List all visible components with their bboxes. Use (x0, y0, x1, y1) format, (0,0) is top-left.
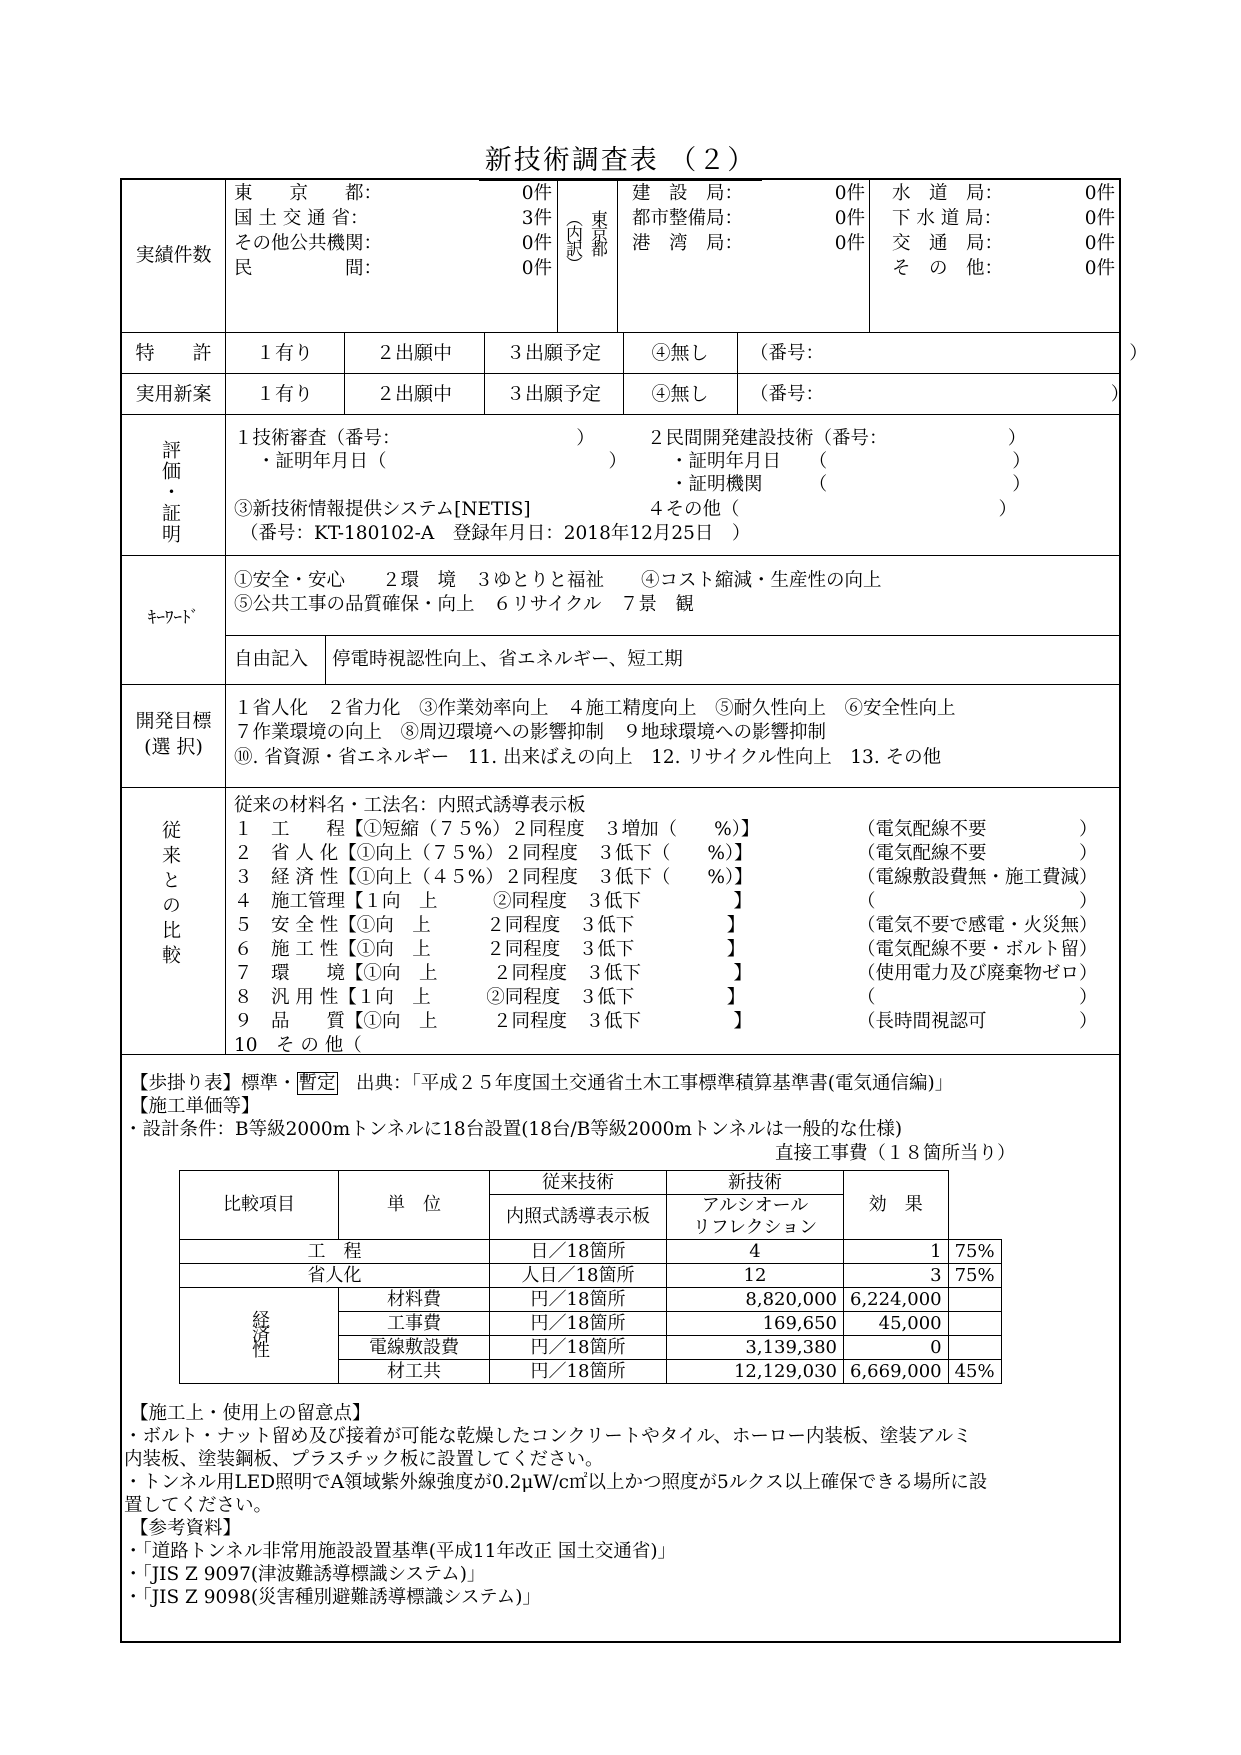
hikaku-row: ８ 汎 用 性【１向 上 ②同程度 ３低下 】 (234, 987, 746, 1008)
hikaku-row: ４ 施工管理【１向 上 ②同程度 ３低下 】 (234, 891, 753, 912)
design-condition: ・設計条件：B等級2000mトンネルに18台設置(18台/B等級2000mトンネルは一般的な仕様) (124, 1119, 903, 1140)
kaihatsu-line1: １省人化 ２省力化 ③作業効率向上 ４施工精度向上 ⑤耐久性向上 ⑥安全性向上 (234, 698, 956, 719)
kaihatsu-line2: ７作業環境の向上 ⑧周辺環境への影響抑制 ９地球環境への影響抑制 (234, 722, 827, 743)
ryuiten-line1: ・ボルト・ナット留め及び接着が可能な乾燥したコンクリートやタイル、ホーロー内装板、塗装アルミ (124, 1426, 972, 1447)
cell-eff (948, 1288, 1001, 1312)
cell-item: 材料費 (339, 1288, 490, 1312)
jisseki-right-count: 0件 (1084, 258, 1115, 279)
jisseki-mid-name: 都市整備局： (632, 208, 744, 229)
hikaku-row-note: （電気配線不要 ） (857, 819, 1098, 840)
jisseki-right-count: 0件 (1084, 208, 1115, 229)
hikaku-row-note: （電気不要で感電・火災無） (857, 915, 1098, 936)
jitsuyo-opt4: ④無し (651, 383, 709, 405)
sanko-3: ・「JIS Z 9098(災害種別避難誘導標識システム)」 (124, 1587, 541, 1608)
jitsuyo-opt2: ２出願中 (375, 383, 452, 405)
cell-new: 3 (844, 1264, 949, 1288)
cell-old: 4 (667, 1240, 844, 1264)
ryuiten-line2: 内装板、塗装鋼板、プラスチック板に設置してください。 (124, 1449, 604, 1470)
hikaku-row: ９ 品 質【①向 上 ２同程度 ３低下 】 (234, 1011, 753, 1032)
th-effect: 効 果 (844, 1171, 949, 1240)
jitsuyo-opt1: １有り (255, 383, 313, 405)
cell-eff: 45% (948, 1360, 1001, 1384)
cell-new: 1 (844, 1240, 949, 1264)
hikaku-row-note: （電気配線不要 ） (857, 843, 1098, 864)
cell-item: 工 程 (180, 1240, 490, 1264)
cell-eff (948, 1312, 1001, 1336)
cell-eff: 75% (948, 1240, 1001, 1264)
jisseki-left-count: 0件 (521, 258, 552, 279)
hyoka-line2a: ・証明年月日（ ） (257, 451, 628, 472)
cell-item: 材工共 (339, 1360, 490, 1384)
hikaku-row-note: （電線敷設費無・施工費減） (857, 867, 1098, 888)
kaihatsu-label: 開発目標 (135, 710, 212, 732)
tokkyo-label: 特 許 (135, 342, 212, 364)
th-new-name-2: リフレクション (692, 1217, 818, 1238)
hikaku-header: 従来の材料名・工法名：内照式誘導表示板 (234, 795, 586, 816)
jitsuyo-label: 実用新案 (135, 383, 212, 405)
ayugake-label: 【歩掛り表】標準・ (130, 1073, 297, 1094)
th-new-name (667, 1195, 844, 1240)
jisseki-left-count: 0件 (521, 183, 552, 204)
cell-eff: 75% (948, 1264, 1001, 1288)
jisseki-left-name: 民 間： (234, 258, 383, 279)
ayugake-source: 出典：「平成２５年度国土交通省土木工事標準積算基準書(電気通信編)」 (337, 1073, 954, 1094)
kaihatsu-select-label: (選 択) (144, 736, 203, 758)
jisseki-mid-name: 建 設 局： (632, 183, 744, 204)
hikaku-row: ５ 安 全 性【①向 上 ２同程度 ３低下 】 (234, 915, 746, 936)
hyoka-line3b: ・証明機関 （ ） (670, 474, 1031, 495)
hikaku-label: 従来との比較 (159, 820, 181, 970)
keyword-line2: ⑤公共工事の品質確保・向上 ６リサイクル ７景 観 (234, 594, 694, 615)
cell-old: 12 (667, 1264, 844, 1288)
jisseki-left-count: 0件 (521, 233, 552, 254)
sanko-heading: 【参考資料】 (130, 1518, 242, 1539)
hyoka-line4b: ４その他（ ） (647, 499, 1018, 520)
cell-new: 45,000 (844, 1312, 949, 1336)
cell-old: 8,820,000 (667, 1288, 844, 1312)
jitsuyo-number: （番号： ） (750, 384, 1130, 405)
cell-new: 6,669,000 (844, 1360, 949, 1384)
hikaku-row-note: （ ） (857, 891, 1098, 912)
hikaku-row-note: （使用電力及び廃棄物ゼロ） (857, 963, 1098, 984)
comparison-table (179, 1170, 1002, 1384)
th-item: 比較項目 (180, 1171, 339, 1240)
cell-unit: 円／18箇所 (490, 1360, 667, 1384)
ryuiten-heading: 【施工上・使用上の留意点】 (130, 1403, 371, 1424)
jisseki-mid-count: 0件 (834, 183, 865, 204)
ryuiten-line3: ・トンネル用LED照明でA領域紫外線強度が0.2μW/c㎡以上かつ照度が5ルクス以上確保できる場所に設 (124, 1472, 988, 1493)
cell-item: 工事費 (339, 1312, 490, 1336)
keyword-label: ｷｰﾜｰﾄﾞ (148, 608, 199, 628)
hyoka-line2b: ・証明年月日 （ ） (670, 451, 1031, 472)
hikaku-row-note: （ ） (857, 987, 1098, 1008)
th-old-name: 内照式誘導表示板 (490, 1195, 667, 1240)
cell-old: 169,650 (667, 1312, 844, 1336)
jisseki-right-name: 水 道 局： (892, 183, 1004, 204)
hikaku-row: 10 そ の 他（ (234, 1035, 362, 1056)
hikaku-row: ３ 経 済 性【①向上（４５%）２同程度 ３低下（ %）】 (234, 867, 753, 888)
keizai-text: 経済性 (249, 1310, 270, 1355)
cell-item: 省人化 (180, 1264, 490, 1288)
cell-old: 3,139,380 (667, 1336, 844, 1360)
jisseki-mid-count: 0件 (834, 208, 865, 229)
jisseki-mid-name: 港 湾 局： (632, 233, 744, 254)
jisseki-mid-count: 0件 (834, 233, 865, 254)
hyoka-line4a: ③新技術情報提供システム[NETIS] (234, 499, 531, 520)
cell-eff (948, 1336, 1001, 1360)
jisseki-right-name: 交 通 局： (892, 233, 1004, 254)
hikaku-row-note: （電気配線不要・ボルト留） (857, 939, 1098, 960)
jisseki-right-name: そ の 他： (892, 258, 1004, 279)
tokkyo-opt4: ④無し (651, 342, 709, 364)
cell-new: 6,224,000 (844, 1288, 949, 1312)
cell-unit: 円／18箇所 (490, 1336, 667, 1360)
tokyo-label: 東京都 (587, 210, 607, 255)
table-row (180, 1240, 1002, 1264)
tokkyo-number: （番号： ） (750, 343, 1148, 364)
jisseki-right-count: 0件 (1084, 183, 1115, 204)
direct-cost-note: 直接工事費（１８箇所当り） (775, 1143, 1016, 1164)
cell-item: 電線敷設費 (339, 1336, 490, 1360)
cell-unit: 人日／18箇所 (490, 1264, 667, 1288)
cell-unit: 日／18箇所 (490, 1240, 667, 1264)
hyoka-line5: （番号：KT-180102-A 登録年月日：2018年12月25日 ） (240, 523, 751, 544)
jisseki-left-name: 東 京 都： (234, 183, 383, 204)
keizai-label (180, 1288, 339, 1384)
table-row (180, 1264, 1002, 1288)
jisseki-right-name: 下 水 道 局： (892, 208, 1003, 229)
hikaku-row: ２ 省 人 化【①向上（７５%）２同程度 ３低下（ %）】 (234, 843, 753, 864)
th-old: 従来技術 (490, 1171, 667, 1195)
tokkyo-opt1: １有り (255, 342, 313, 364)
free-entry-label: 自由記入 (234, 649, 309, 670)
hikaku-row: ６ 施 工 性【①向 上 ２同程度 ３低下 】 (234, 939, 746, 960)
tanka-heading: 【施工単価等】 (130, 1096, 260, 1117)
page-title: 新技術調査表 （２） (0, 138, 1241, 181)
cell-old: 12,129,030 (667, 1360, 844, 1384)
sanko-2: ・「JIS Z 9097(津波難誘導標識システム)」 (124, 1564, 486, 1585)
jisseki-right-count: 0件 (1084, 233, 1115, 254)
hyoka-line1a: １技術審査（番号： ） (234, 428, 595, 449)
ryuiten-line4: 置してください。 (124, 1495, 273, 1516)
table-row (180, 1288, 1002, 1312)
keyword-line1: ①安全・安心 ２環 境 ３ゆとりと福祉 ④コスト縮減・生産性の向上 (234, 570, 882, 591)
jisseki-left-count: 3件 (521, 208, 552, 229)
th-new-name-1: アルシオール (701, 1195, 809, 1216)
tokkyo-opt2: ２出願中 (375, 342, 452, 364)
jisseki-left-name: その他公共機関： (234, 233, 383, 254)
hyoka-label: 評価・証明 (159, 440, 181, 545)
hikaku-row-note: （長時間視認可 ） (857, 1011, 1098, 1032)
jisseki-left-name: 国 土 交 通 省： (234, 208, 369, 229)
jitsuyo-opt3: ３出願予定 (505, 383, 601, 405)
uchiwake-label: （内訳） (562, 210, 582, 270)
hikaku-row: １ 工 程【①短縮（７５%）２同程度 ３増加（ %）】 (234, 819, 760, 840)
ayugake (130, 1072, 953, 1095)
jisseki-label: 実績件数 (135, 244, 212, 266)
kaihatsu-line3: ⑩. 省資源・省エネルギー 11. 出来ばえの向上 12. リサイクル性向上 13. その他 (234, 747, 942, 768)
hikaku-row: ７ 環 境【①向 上 ２同程度 ３低下 】 (234, 963, 753, 984)
th-unit: 単 位 (339, 1171, 490, 1240)
th-new: 新技術 (667, 1171, 844, 1195)
cell-new: 0 (844, 1336, 949, 1360)
free-entry-value: 停電時視認性向上、省エネルギー、短工期 (332, 649, 683, 670)
cell-unit: 円／18箇所 (490, 1288, 667, 1312)
cell-unit: 円／18箇所 (490, 1312, 667, 1336)
tokkyo-opt3: ３出願予定 (505, 342, 601, 364)
zantei-box: 暫定 (298, 1073, 336, 1094)
survey-form (120, 178, 1148, 1643)
hyoka-line1b: ２民間開発建設技術（番号： ） (647, 428, 1027, 449)
sanko-1: ・「道路トンネル非常用施設設置基準(平成11年改正 国土交通省)」 (124, 1541, 677, 1562)
